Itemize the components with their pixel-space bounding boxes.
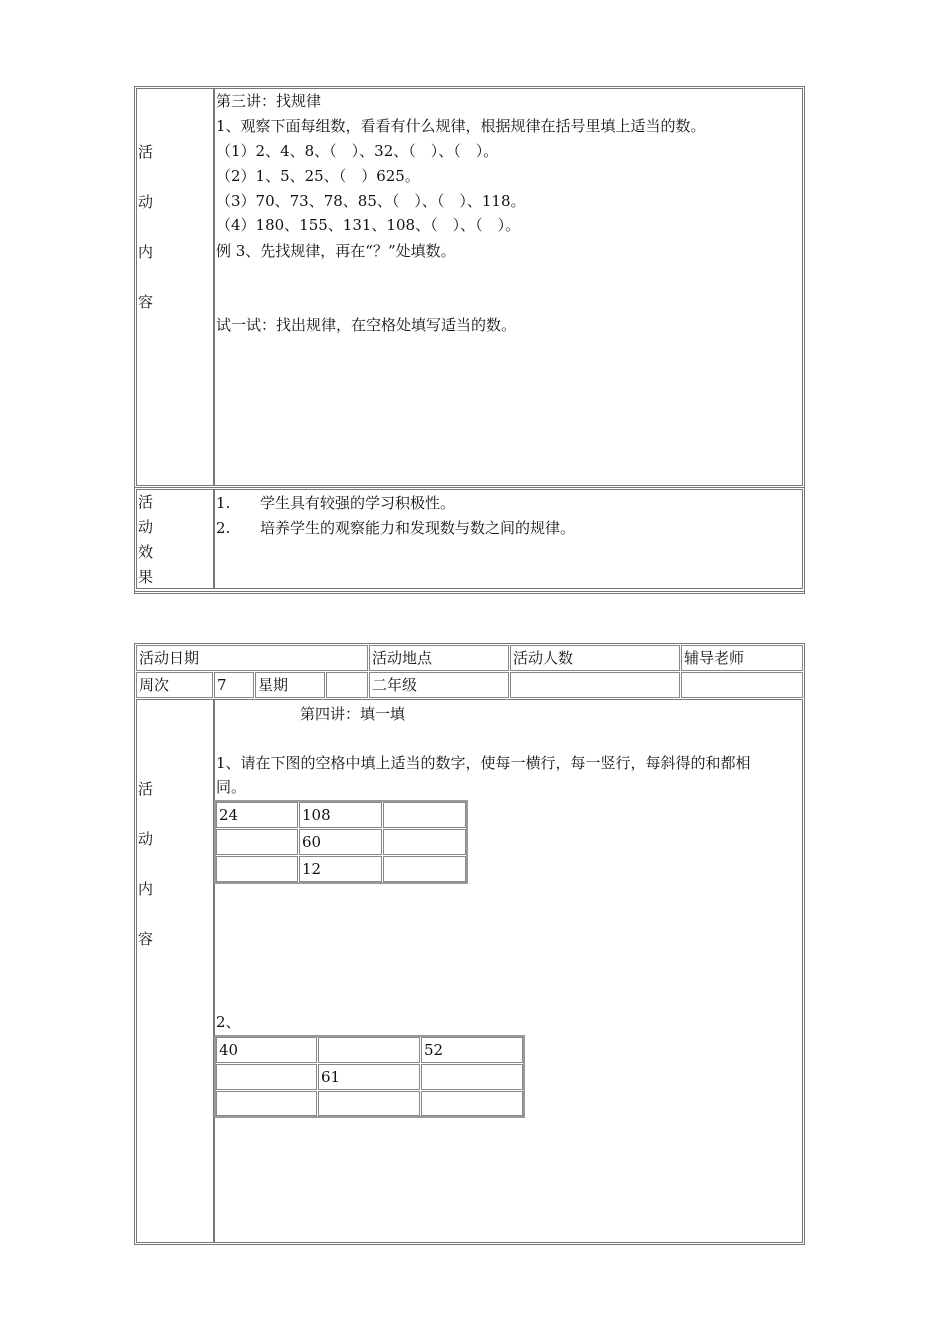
grid2-cell — [318, 1037, 420, 1063]
section2-side-char: 活 — [138, 780, 154, 798]
section1-line: （3）70、73、78、85、（ ）、（ ）、118。 — [216, 192, 526, 210]
grid2-cell: 40 — [216, 1037, 317, 1063]
effect-side-char: 动 — [138, 518, 154, 536]
header-teacher-value — [681, 672, 803, 698]
q1-text-line1: 1、请在下图的空格中填上适当的数字，使每一横行，每一竖行，每斜得的和都相 — [216, 754, 751, 772]
grid1-cell: 24 — [216, 802, 298, 828]
effect-item-text: 培养学生的观察能力和发现数与数之间的规律。 — [260, 519, 576, 537]
header-weekday-value — [326, 672, 368, 698]
header-people-label: 活动人数 — [510, 645, 680, 671]
grid1-cell: 60 — [299, 829, 382, 855]
section1-side-char: 动 — [138, 193, 154, 211]
section1-line: 1、观察下面每组数，看看有什么规律，根据规律在括号里填上适当的数。 — [216, 117, 706, 135]
effect-side-char: 果 — [138, 568, 154, 586]
section1-line: 例 3、先找规律，再在“？”处填数。 — [216, 242, 456, 260]
grid1-cell: 108 — [299, 802, 382, 828]
section1-line: （1）2、4、8、（ ）、32、（ ）、（ ）。 — [216, 142, 499, 160]
q1-text-line2: 同。 — [216, 778, 247, 796]
header-week-label: 周次 — [136, 672, 213, 698]
section1-side-char: 容 — [138, 293, 154, 311]
grid1-cell — [216, 829, 298, 855]
section2-content-cell — [214, 699, 803, 1243]
header-teacher-label: 辅导老师 — [681, 645, 803, 671]
grid1-cell: 12 — [299, 856, 382, 882]
section2-side-char: 容 — [138, 930, 154, 948]
grid2-cell: 52 — [421, 1037, 523, 1063]
section2-side-char: 动 — [138, 830, 154, 848]
q2-label: 2、 — [216, 1013, 241, 1031]
effect-side-char: 活 — [138, 493, 154, 511]
section1-side-char: 活 — [138, 143, 154, 161]
section2-title: 第四讲：填一填 — [300, 705, 406, 723]
grid2-cell: 61 — [318, 1064, 420, 1090]
header-date-label: 活动日期 — [136, 645, 368, 671]
effect-item-text: 学生具有较强的学习积极性。 — [260, 494, 456, 512]
grid1-cell — [383, 829, 466, 855]
effect-item-number: 1. — [216, 494, 231, 512]
section1-line: （2）1、5、25、（ ）625。 — [216, 167, 420, 185]
header-weekday-label: 星期 — [255, 672, 325, 698]
effect-side-char: 效 — [138, 543, 154, 561]
grid1-cell — [383, 802, 466, 828]
header-place-label: 活动地点 — [369, 645, 509, 671]
grid2-cell — [421, 1064, 523, 1090]
header-place-value: 二年级 — [369, 672, 509, 698]
grid2-cell — [421, 1091, 523, 1116]
header-week-value: 7 — [214, 672, 254, 698]
header-people-value — [510, 672, 680, 698]
section2-side-char: 内 — [138, 880, 154, 898]
grid1-cell — [383, 856, 466, 882]
grid2-cell — [318, 1091, 420, 1116]
section1-try-line: 试一试：找出规律，在空格处填写适当的数。 — [216, 316, 517, 334]
section1-line: （4）180、155、131、108、（ ）、（ ）。 — [216, 216, 521, 234]
grid1-cell — [216, 856, 298, 882]
grid2-cell — [216, 1064, 317, 1090]
grid2-cell — [216, 1091, 317, 1116]
section1-side-char: 内 — [138, 243, 154, 261]
effect-item-number: 2. — [216, 519, 231, 537]
effect-bottom-rule — [134, 591, 805, 594]
section1-title: 第三讲：找规律 — [216, 92, 322, 110]
